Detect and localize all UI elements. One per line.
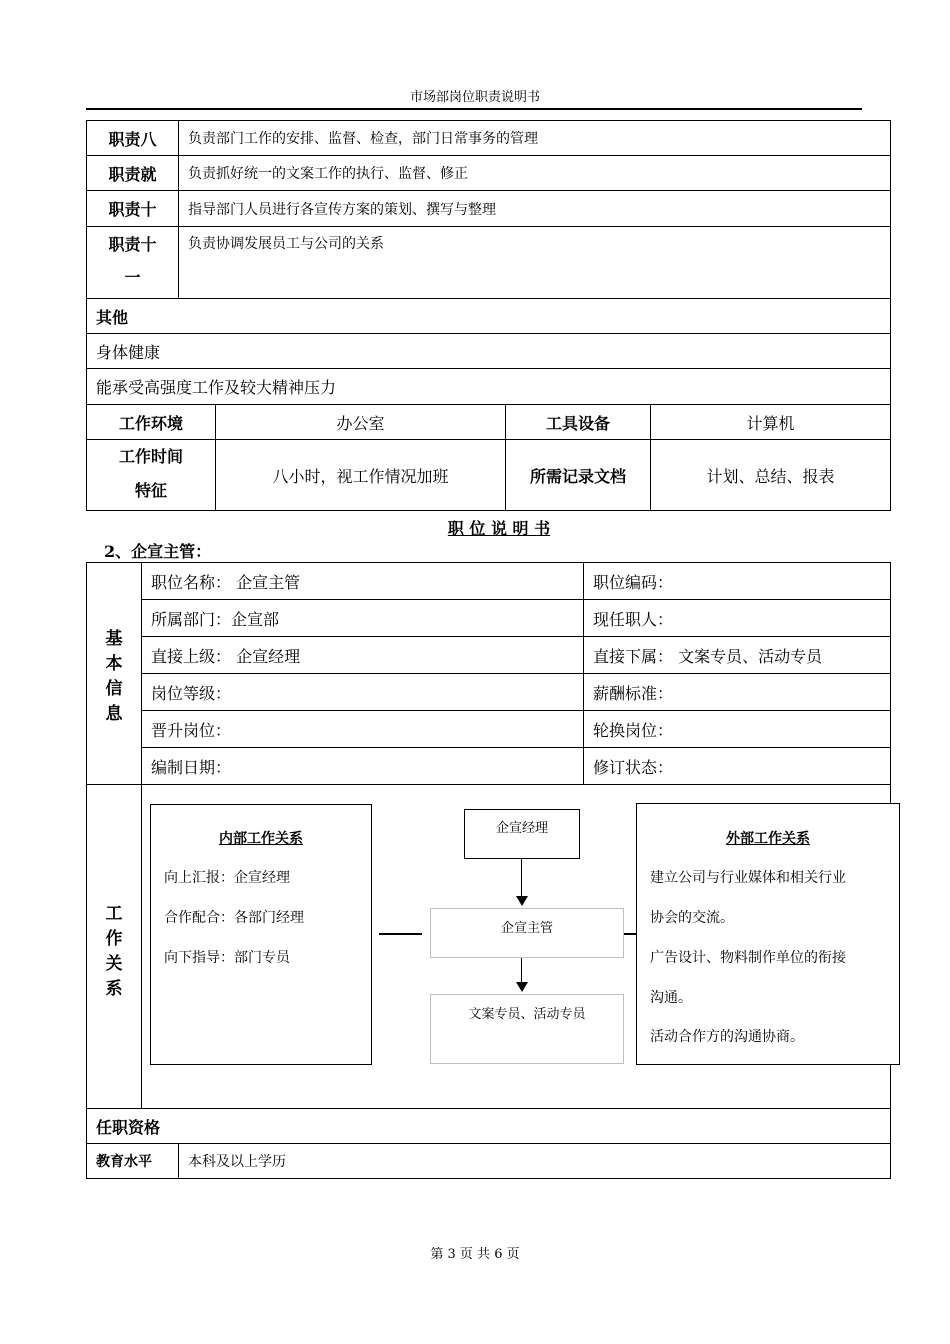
duty-text: 负责抓好统一的文案工作的执行、监督、修正 [178,155,891,191]
chart-top-box [464,809,580,859]
duty-label: 职责八 [86,120,179,156]
education-label: 教育水平 [86,1143,179,1179]
basic-field: 岗位等级： [141,673,584,711]
env-value: 办公室 [215,404,506,440]
basic-field: 现任职人： [583,599,891,637]
docs-value: 计划、总结、报表 [650,439,891,511]
connector-line [379,933,422,935]
basic-field: 编制日期： [141,747,584,785]
chart-top-label: 企宣经理 [495,821,548,836]
internal-relations-title: 内部工作关系 [219,831,303,847]
basic-field: 轮换岗位： [583,710,891,748]
duty-label: 职责就 [86,155,179,191]
side-char: 系 [105,979,123,999]
internal-relation-line: 合作配合：各部门经理 [164,910,304,926]
duty-text: 负责部门工作的安排、监督、检查，部门日常事务的管理 [178,120,891,156]
basic-field: 职位名称： 企宣主管 [141,562,584,600]
tool-label: 工具设备 [505,404,651,440]
env-label: 工作环境 [86,404,216,440]
other-item: 身体健康 [86,333,891,369]
basic-field: 直接下属： 文案专员、活动专员 [583,636,891,674]
docs-label: 所需记录文档 [505,439,651,511]
internal-relation-line: 向上汇报：企宣经理 [164,870,290,886]
section-subtitle: 2、企宣主管： [104,542,212,561]
basic-field: 职位编码： [583,562,891,600]
arrow-down-icon [516,982,528,992]
external-relation-line: 沟通。 [650,990,692,1006]
other-title: 其他 [86,298,891,334]
external-relation-line: 广告设计、物料制作单位的衔接 [650,950,846,966]
side-char: 基 [105,629,123,649]
section-title: 职 位 说 明 书 [447,519,551,538]
basic-field: 修订状态： [583,747,891,785]
external-relation-line: 协会的交流。 [650,910,734,926]
external-relation-line: 活动合作方的沟通协商。 [650,1029,804,1045]
basic-field: 所属部门：企宣部 [141,599,584,637]
time-value: 八小时，视工作情况加班 [215,439,506,511]
side-char: 信 [105,679,123,699]
side-char: 本 [105,654,123,674]
qualification-title: 任职资格 [86,1108,891,1144]
side-char: 工 [105,904,123,924]
chart-bottom-box [430,994,624,1064]
education-value: 本科及以上学历 [178,1143,891,1179]
tool-value: 计算机 [650,404,891,440]
page-number: 第 3 页 共 6 页 [430,1247,520,1262]
time-label-line: 工作时间 [118,447,183,466]
duty-label-multiline [86,226,179,299]
arrow-down-icon [516,896,528,906]
external-relations-title: 外部工作关系 [726,831,810,847]
duty-text: 指导部门人员进行各宣传方案的策划、撰写与整理 [178,190,891,227]
internal-relation-line: 向下指导：部门专员 [164,950,290,966]
duty-text: 负责协调发展员工与公司的关系 [178,226,891,299]
arrow-line [521,958,522,983]
duty-label-line: 职责十 [108,235,157,254]
external-relation-line: 建立公司与行业媒体和相关行业 [650,870,846,886]
other-item: 能承受高强度工作及较大精神压力 [86,368,891,405]
time-label [86,439,216,511]
arrow-line [521,859,522,897]
basic-field: 晋升岗位： [141,710,584,748]
side-char: 作 [105,929,123,949]
basic-field: 直接上级： 企宣经理 [141,636,584,674]
side-char: 关 [105,954,123,974]
internal-relations-box [150,804,372,1065]
connector-line [624,933,636,935]
duty-label: 职责十 [86,190,179,227]
chart-middle-label: 企宣主管 [500,921,553,936]
basic-field: 薪酬标准： [583,673,891,711]
header-rule [86,108,862,110]
side-char: 息 [105,704,123,724]
external-relations-box [636,803,900,1065]
chart-bottom-label: 文案专员、活动专员 [468,1007,586,1022]
duty-label-line: 一 [124,268,141,287]
page-header-title: 市场部岗位职责说明书 [409,90,540,105]
basic-info-side-label [86,562,142,785]
chart-middle-box [430,908,624,958]
time-label-line: 特征 [134,481,167,500]
relations-side-label [86,784,142,1109]
